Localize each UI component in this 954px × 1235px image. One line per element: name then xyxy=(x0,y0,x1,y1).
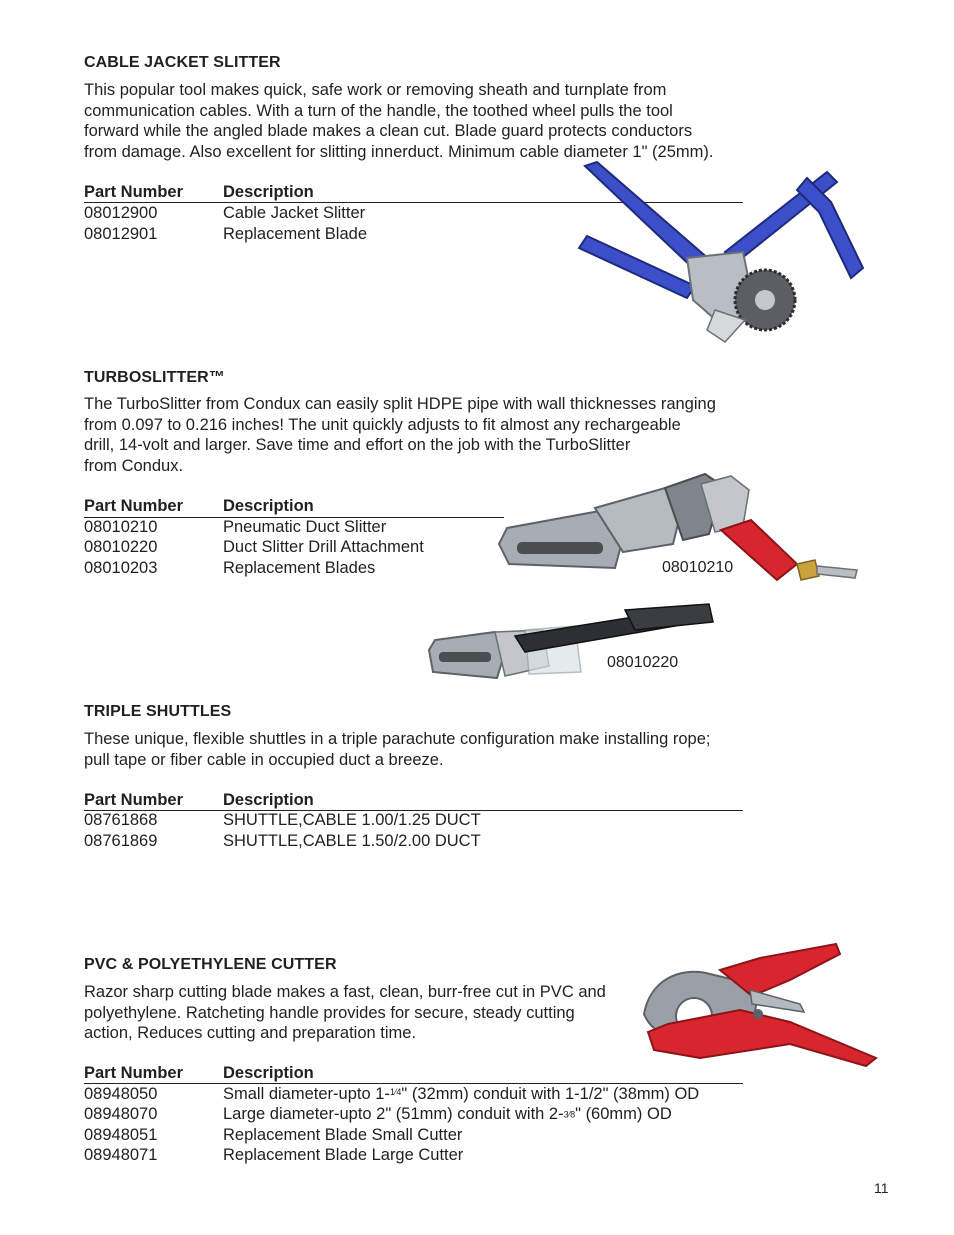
description-line: from 0.097 to 0.216 inches! The unit quickly adjusts to fit almost any rechargeable xyxy=(84,415,681,434)
column-header-description: Description xyxy=(223,497,314,515)
section-description-pvc-cutter xyxy=(84,982,606,1044)
description-cell: Replacement Blade Small Cutter xyxy=(223,1126,463,1144)
description-line: The TurboSlitter from Condux can easily split HDPE pipe with wall thicknesses ranging xyxy=(84,395,716,413)
page-number: 11 xyxy=(874,1180,889,1196)
description-cell: Duct Slitter Drill Attachment xyxy=(223,538,424,556)
part-number-cell: 08012901 xyxy=(84,225,158,243)
description-line: Razor sharp cutting blade makes a fast, clean, burr-free cut in PVC and xyxy=(84,983,606,1001)
description-cell: Pneumatic Duct Slitter xyxy=(223,518,387,536)
description-cell xyxy=(223,1105,672,1124)
description-line: from damage. Also excellent for slitting innerduct. Minimum cable diameter 1" (25mm). xyxy=(84,142,714,161)
part-number-cell: 08948051 xyxy=(84,1126,158,1144)
description-line: pull tape or fiber cable in occupied duct a breeze. xyxy=(84,750,444,769)
part-number-cell: 08010220 xyxy=(84,538,158,556)
part-number-cell: 08010203 xyxy=(84,559,158,577)
description-cell: Cable Jacket Slitter xyxy=(223,204,366,222)
duct-slitter-drill-attachment-photo xyxy=(425,600,715,692)
column-header-description: Description xyxy=(223,1064,314,1082)
part-number-cell: 08010210 xyxy=(84,518,158,536)
description-cell: Replacement Blades xyxy=(223,559,376,577)
section-title-pvc-cutter: PVC & POLYETHYLENE CUTTER xyxy=(84,956,337,973)
column-header-part-number: Part Number xyxy=(84,1064,184,1082)
column-header-part-number: Part Number xyxy=(84,791,184,809)
section-description-cable-jacket-slitter xyxy=(84,80,713,162)
part-number-cell: 08948050 xyxy=(84,1085,158,1103)
description-text: Large diameter-upto 2" (51mm) conduit with 2- xyxy=(223,1105,564,1123)
column-header-description: Description xyxy=(223,183,314,201)
part-number-cell: 08948071 xyxy=(84,1146,158,1164)
description-line: action, Reduces cutting and preparation time. xyxy=(84,1024,417,1043)
column-header-part-number: Part Number xyxy=(84,183,184,201)
description-cell: SHUTTLE,CABLE 1.50/2.00 DUCT xyxy=(223,832,481,850)
description-line: This popular tool makes quick, safe work or removing sheath and turnplate from xyxy=(84,81,667,99)
fraction-text: 3⁄8 xyxy=(563,1109,576,1120)
pvc-cutter-photo xyxy=(640,940,880,1068)
table-header-rule xyxy=(84,1083,743,1084)
description-text: Small diameter-upto 1- xyxy=(223,1085,390,1103)
description-line: forward while the angled blade makes a clean cut. Blade guard protects conductors xyxy=(84,122,693,141)
fraction-text: 1⁄4 xyxy=(389,1086,402,1097)
description-line: polyethylene. Ratcheting handle provides for secure, steady cutting xyxy=(84,1003,575,1022)
cable-jacket-slitter-photo xyxy=(575,160,875,350)
section-description-turboslitter xyxy=(84,394,716,476)
description-text: " (32mm) conduit with 1-1/2" (38mm) OD xyxy=(401,1085,700,1103)
description-line: communication cables. With a turn of the handle, the toothed wheel pulls the tool xyxy=(84,101,673,120)
description-cell: Replacement Blade Large Cutter xyxy=(223,1146,464,1164)
description-cell: SHUTTLE,CABLE 1.00/1.25 DUCT xyxy=(223,811,481,829)
description-line: from Condux. xyxy=(84,456,184,475)
description-line: These unique, flexible shuttles in a triple parachute configuration make installing rope; xyxy=(84,730,711,748)
photo-caption-pneumatic-slitter: 08010210 xyxy=(662,559,734,576)
column-header-part-number: Part Number xyxy=(84,497,184,515)
part-number-cell: 08761869 xyxy=(84,832,158,850)
part-number-cell: 08761868 xyxy=(84,811,158,829)
description-text: " (60mm) OD xyxy=(575,1105,672,1123)
section-description-triple-shuttles xyxy=(84,729,710,770)
description-cell: Replacement Blade xyxy=(223,225,368,243)
description-line: drill, 14-volt and larger. Save time and effort on the job with the TurboSlitter xyxy=(84,436,631,455)
part-number-cell: 08012900 xyxy=(84,204,158,222)
description-cell xyxy=(223,1085,699,1104)
section-title-cable-jacket-slitter: CABLE JACKET SLITTER xyxy=(84,54,281,71)
part-number-cell: 08948070 xyxy=(84,1105,158,1123)
section-title-triple-shuttles: TRIPLE SHUTTLES xyxy=(84,703,232,720)
column-header-description: Description xyxy=(223,791,314,809)
photo-caption-drill-attachment: 08010220 xyxy=(607,654,679,671)
section-title-turboslitter: TURBOSLITTER™ xyxy=(84,369,225,386)
